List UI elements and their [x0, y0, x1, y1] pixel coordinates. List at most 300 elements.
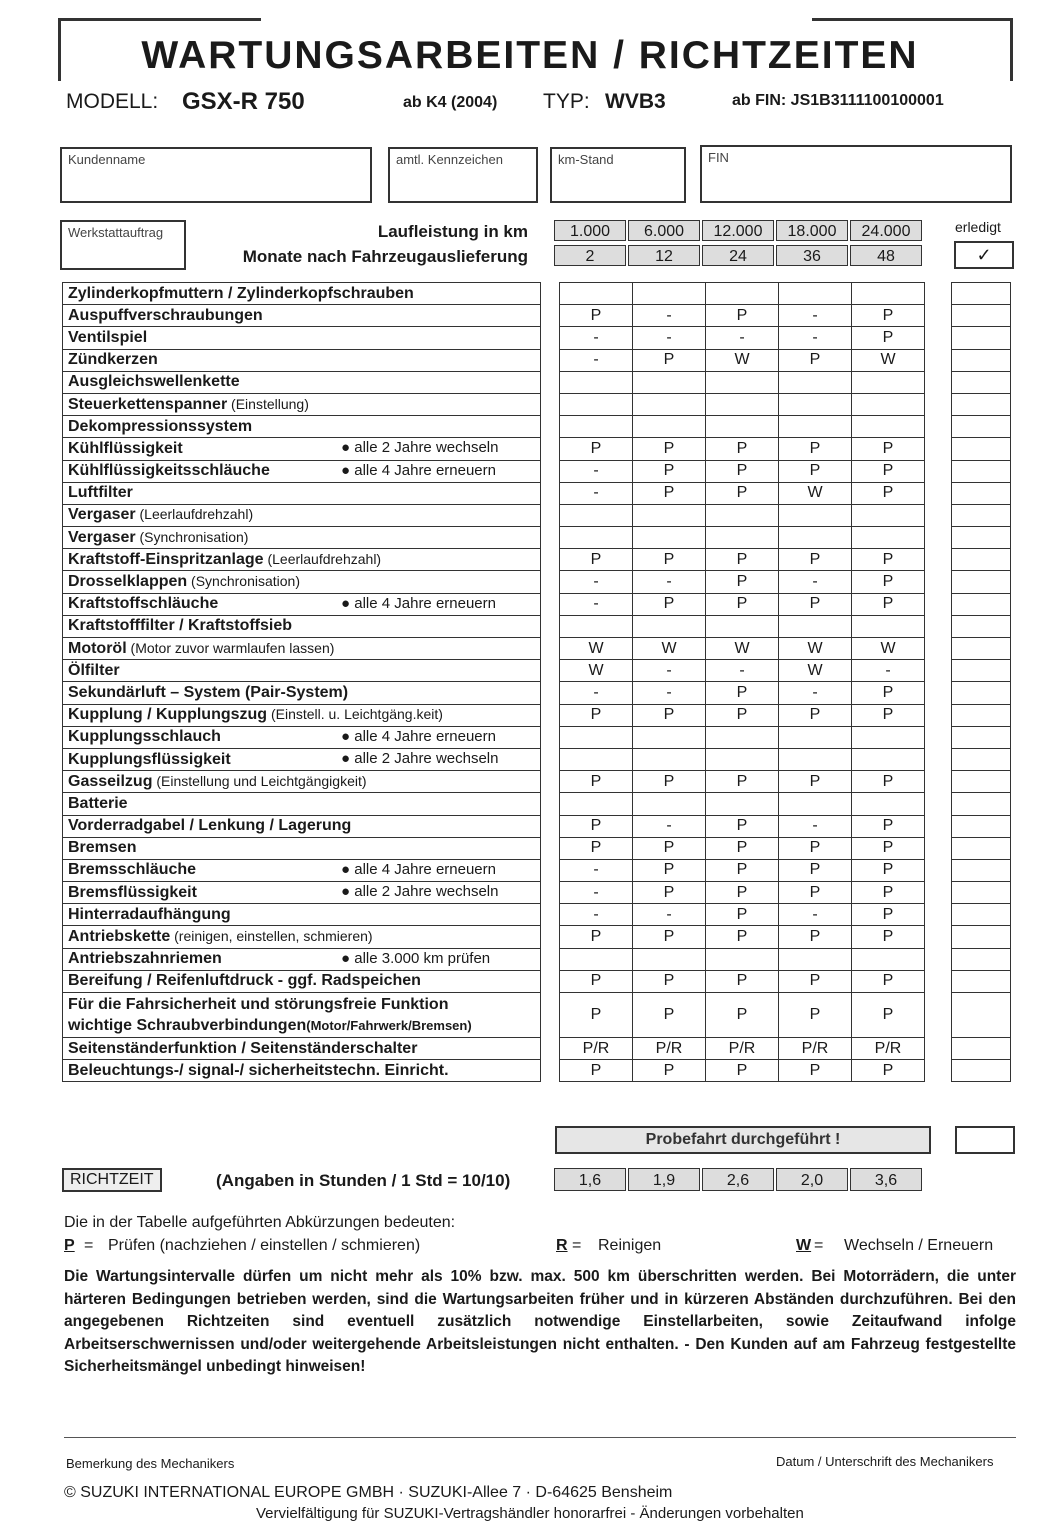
table-row [63, 726, 1011, 748]
interval-cell: P [560, 993, 633, 1038]
km-cell: 1.000 [554, 220, 626, 241]
done-checkbox[interactable] [952, 815, 1011, 837]
interval-cell [852, 793, 925, 815]
gap [541, 904, 560, 926]
richtzeit-row [554, 1168, 924, 1191]
abk-p-key: P [64, 1237, 75, 1254]
maintenance-table [62, 282, 1011, 1082]
abk-w-key: W [796, 1237, 812, 1254]
row-sub: (Motor/Fahrwerk/Bremsen) [306, 1018, 472, 1033]
row-sub: (Einstellung) [227, 395, 309, 412]
gap [925, 748, 952, 770]
gap [925, 349, 952, 371]
interval-cell: P/R [852, 1038, 925, 1060]
gap [925, 638, 952, 660]
done-checkbox[interactable] [952, 349, 1011, 371]
row-label: Bremsschläuche [68, 861, 197, 879]
interval-cell: - [560, 349, 633, 371]
interval-cell [852, 416, 925, 438]
interval-cell: P [852, 593, 925, 615]
done-checkbox[interactable] [952, 549, 1011, 571]
gap [541, 349, 560, 371]
gap [541, 1038, 560, 1060]
interval-cell [633, 527, 706, 549]
interval-cell: P [633, 993, 706, 1038]
interval-cell: P [560, 549, 633, 571]
interval-cell: - [560, 571, 633, 593]
richtzeit-cell: 2,6 [702, 1168, 774, 1191]
gap [541, 593, 560, 615]
signature-line [64, 1437, 1016, 1438]
done-checkbox[interactable] [952, 882, 1011, 904]
gap [925, 726, 952, 748]
done-checkbox[interactable] [952, 1038, 1011, 1060]
row-name [63, 527, 541, 549]
row-label: Kraftstoff-Einspritzanlage [68, 550, 264, 568]
row-label: Kupplungsflüssigkeit [68, 750, 231, 768]
interval-cell: - [560, 682, 633, 704]
row-label: Sekundärluft – System (Pair-System) [68, 683, 349, 701]
interval-cell: P [779, 460, 852, 482]
interval-cell: P [560, 926, 633, 948]
interval-cell: - [633, 571, 706, 593]
done-checkbox[interactable] [952, 793, 1011, 815]
row-name [63, 349, 541, 371]
row-name [63, 571, 541, 593]
gap [541, 482, 560, 504]
done-checkbox[interactable] [952, 371, 1011, 393]
interval-cell: - [779, 904, 852, 926]
gap [541, 993, 560, 1038]
row-note: ● alle 2 Jahre wechseln [341, 439, 499, 457]
interval-cell: P [852, 970, 925, 992]
datum-label: Datum / Unterschrift des Mechanikers [776, 1454, 994, 1469]
interval-cell: - [633, 327, 706, 349]
table-row [63, 682, 1011, 704]
gap [541, 837, 560, 859]
interval-cell: P [852, 815, 925, 837]
interval-cell [779, 504, 852, 526]
done-checkbox[interactable] [952, 660, 1011, 682]
table-row [63, 460, 1011, 482]
info-paragraph: Die Wartungsintervalle dürfen um nicht mehr als 10% bzw. max. 500 km überschritten werden. Bei Motorrädern, die unter härteren Bedingungen betrieben werden, sind die Wartungsarbeiten früher und in kürzeren Abständen durchzuführen. Bei den angegebenen Richtzeiten sind eventuell zusätzlich notwendige Einstellarbeiten, sowie Zeitaufwand infolge Arbeitserschwernissen und/oder weitergehende Arbeitsleistungen nicht enthalten. - Den Kunden auf am Fahrzeug festgestellte Sicherheitsmängel unbedingt hinweisen! [64, 1268, 1016, 1375]
interval-cell: W [852, 638, 925, 660]
interval-cell: P [560, 837, 633, 859]
interval-cell [560, 416, 633, 438]
done-checkbox[interactable] [952, 926, 1011, 948]
interval-cell: - [560, 904, 633, 926]
row-label: Bremsflüssigkeit [68, 883, 197, 901]
gap [925, 327, 952, 349]
done-checkbox[interactable] [952, 993, 1011, 1038]
km-cell: 6.000 [628, 220, 700, 241]
done-checkbox[interactable] [952, 327, 1011, 349]
interval-cell: P [560, 1060, 633, 1082]
done-checkbox[interactable] [952, 504, 1011, 526]
interval-cell: P [706, 460, 779, 482]
table-row [63, 970, 1011, 992]
gap [541, 704, 560, 726]
ab-k4: ab K4 (2004) [403, 94, 498, 111]
interval-cell [633, 371, 706, 393]
row-note: ● alle 4 Jahre erneuern [341, 727, 496, 745]
gap [925, 660, 952, 682]
interval-cell: P [706, 904, 779, 926]
interval-cell: W [852, 349, 925, 371]
table-row [63, 815, 1011, 837]
interval-cell: P [633, 704, 706, 726]
gap [925, 549, 952, 571]
row-name [63, 815, 541, 837]
interval-cell [779, 527, 852, 549]
interval-cell: - [560, 593, 633, 615]
interval-cell: P [560, 438, 633, 460]
done-checkbox[interactable] [952, 482, 1011, 504]
row-name [63, 482, 541, 504]
gap [925, 482, 952, 504]
gap [541, 748, 560, 770]
gap [541, 393, 560, 415]
table-row [63, 748, 1011, 770]
gap [541, 660, 560, 682]
row-name [63, 837, 541, 859]
row-label: Hinterradaufhängung [68, 905, 231, 923]
row-label: Luftfilter [68, 484, 133, 502]
done-checkbox[interactable] [952, 615, 1011, 637]
table-row [63, 527, 1011, 549]
interval-cell [633, 793, 706, 815]
done-checkbox[interactable] [952, 948, 1011, 970]
abk-eq: = [84, 1237, 94, 1254]
gap [925, 1060, 952, 1082]
interval-cell [560, 615, 633, 637]
model-value: GSX-R 750 [182, 88, 305, 115]
interval-cell: P [852, 837, 925, 859]
gap [541, 859, 560, 881]
row-label: Kraftstoffschläuche [68, 595, 219, 613]
table-row [63, 638, 1011, 660]
interval-cell: - [633, 815, 706, 837]
abk-r-text: Reinigen [598, 1237, 662, 1254]
done-checkbox[interactable] [952, 305, 1011, 327]
done-checkbox[interactable] [952, 593, 1011, 615]
interval-cell: P [779, 993, 852, 1038]
interval-cell [706, 504, 779, 526]
row-label: Drosselklappen [68, 573, 188, 591]
interval-cell: - [560, 482, 633, 504]
row-name [63, 504, 541, 526]
row-name [63, 793, 541, 815]
interval-cell: W [706, 349, 779, 371]
row-sub: (Leerlaufdrehzahl) [263, 550, 382, 567]
interval-cell: P [706, 1060, 779, 1082]
done-checkbox[interactable] [952, 393, 1011, 415]
interval-cell: P [706, 926, 779, 948]
gap [925, 504, 952, 526]
gap [925, 970, 952, 992]
row-sub: (reinigen, einstellen, schmieren) [170, 928, 373, 945]
table-row [63, 482, 1011, 504]
interval-cell: P [779, 970, 852, 992]
interval-cell: - [633, 305, 706, 327]
row-name [63, 970, 541, 992]
gap [541, 327, 560, 349]
kmstand-field[interactable]: km-Stand [550, 147, 686, 203]
row-label: Kühlflüssigkeitsschläuche [68, 462, 270, 480]
row-label: Vergaser [68, 528, 136, 546]
gap [925, 305, 952, 327]
done-checkbox[interactable] [952, 748, 1011, 770]
interval-cell: W [560, 638, 633, 660]
row-sub: (Synchronisation) [135, 528, 249, 545]
interval-cell [560, 748, 633, 770]
interval-cell: P [633, 460, 706, 482]
row-note: ● alle 4 Jahre erneuern [341, 594, 496, 612]
probefahrt-label: Probefahrt durchgeführt ! [555, 1126, 931, 1154]
done-checkbox[interactable] [952, 837, 1011, 859]
typ-value: WVB3 [605, 90, 666, 113]
table-row [63, 593, 1011, 615]
interval-cell [706, 393, 779, 415]
interval-cell: P [706, 593, 779, 615]
monate-cell: 12 [628, 245, 700, 266]
row-name [63, 615, 541, 637]
done-checkbox[interactable] [952, 682, 1011, 704]
interval-cell: - [779, 305, 852, 327]
interval-cell: W [560, 660, 633, 682]
interval-cell: P [706, 438, 779, 460]
gap [541, 438, 560, 460]
gap [541, 793, 560, 815]
interval-cell: P [706, 549, 779, 571]
interval-cell [633, 504, 706, 526]
done-checkbox[interactable] [952, 1060, 1011, 1082]
fin-label: ab FIN: JS1B3111100100001 [732, 92, 944, 109]
interval-cell: P [633, 926, 706, 948]
interval-cell [706, 615, 779, 637]
interval-cell: P [852, 771, 925, 793]
gap [925, 904, 952, 926]
typ-label: TYP: [543, 90, 590, 113]
done-checkbox[interactable] [952, 970, 1011, 992]
interval-cell: P [852, 926, 925, 948]
interval-cell: P [779, 926, 852, 948]
row-name [63, 993, 541, 1038]
interval-cell: P [852, 1060, 925, 1082]
werkstatt-field[interactable]: Werkstattauftrag [60, 220, 186, 270]
gap [925, 993, 952, 1038]
interval-cell: P [852, 305, 925, 327]
abk-eq: = [814, 1237, 824, 1254]
row-label: Ausgleichswellenkette [68, 373, 240, 391]
row-name [63, 393, 541, 415]
row-name [63, 438, 541, 460]
interval-cell: - [560, 859, 633, 881]
interval-cell [852, 527, 925, 549]
gap [541, 527, 560, 549]
row-label: Ölfilter [68, 661, 120, 679]
table-row [63, 438, 1011, 460]
interval-cell [852, 371, 925, 393]
abk-eq: = [572, 1237, 582, 1254]
interval-cell: P/R [560, 1038, 633, 1060]
interval-cell [560, 793, 633, 815]
erledigt-checkbox[interactable]: ✓ [954, 241, 1014, 269]
interval-cell: P [779, 859, 852, 881]
interval-cell: - [633, 904, 706, 926]
richtzeit-cell: 1,6 [554, 1168, 626, 1191]
done-checkbox[interactable] [952, 527, 1011, 549]
row-name [63, 1038, 541, 1060]
gap [541, 926, 560, 948]
interval-cell: - [779, 571, 852, 593]
table-row [63, 948, 1011, 970]
row-label: Dekompressionssystem [68, 417, 253, 435]
done-checkbox[interactable] [952, 571, 1011, 593]
done-checkbox[interactable] [952, 859, 1011, 881]
erledigt-label: erledigt [955, 219, 1001, 235]
interval-cell [852, 615, 925, 637]
row-label: Zylinderkopfmuttern / Zylinderkopfschrauben [68, 284, 414, 302]
row-note: ● alle 2 Jahre wechseln [341, 883, 499, 901]
interval-cell: - [779, 815, 852, 837]
row-note: ● alle 4 Jahre erneuern [341, 461, 496, 479]
richtzeit-cell: 1,9 [628, 1168, 700, 1191]
interval-cell [560, 371, 633, 393]
interval-cell: P [852, 859, 925, 881]
table-row [63, 704, 1011, 726]
monate-cell: 2 [554, 245, 626, 266]
interval-cell: P [633, 1060, 706, 1082]
interval-cell [852, 726, 925, 748]
row-name [63, 460, 541, 482]
done-checkbox[interactable] [952, 438, 1011, 460]
interval-cell: P [706, 859, 779, 881]
done-checkbox[interactable] [952, 771, 1011, 793]
interval-cell: P [852, 482, 925, 504]
kundenname-field[interactable]: Kundenname [60, 147, 372, 203]
interval-cell: - [633, 682, 706, 704]
fin-field[interactable]: FIN [700, 145, 1012, 203]
interval-cell: - [852, 660, 925, 682]
gap [541, 305, 560, 327]
interval-cell: P [706, 882, 779, 904]
interval-cell [779, 416, 852, 438]
gap [541, 571, 560, 593]
done-checkbox[interactable] [952, 638, 1011, 660]
interval-cell: P [779, 882, 852, 904]
interval-cell: W [706, 638, 779, 660]
interval-cell: P [706, 482, 779, 504]
gap [541, 549, 560, 571]
probefahrt-checkbox[interactable] [955, 1126, 1015, 1154]
done-checkbox[interactable] [952, 726, 1011, 748]
interval-cell [706, 748, 779, 770]
row-name [63, 638, 541, 660]
kennzeichen-field[interactable]: amtl. Kennzeichen [388, 147, 538, 203]
done-checkbox[interactable] [952, 704, 1011, 726]
interval-cell [560, 393, 633, 415]
interval-cell: P [852, 993, 925, 1038]
interval-cell: P [706, 837, 779, 859]
interval-cell: P [852, 682, 925, 704]
table-row [63, 416, 1011, 438]
richtzeit-label: RICHTZEIT [62, 1168, 162, 1192]
table-row [63, 327, 1011, 349]
interval-cell: P [633, 438, 706, 460]
interval-cell [779, 748, 852, 770]
interval-cell: P [633, 859, 706, 881]
done-checkbox[interactable] [952, 416, 1011, 438]
row-label: Beleuchtungs-/ signal-/ sicherheitstechn. Einricht. [68, 1061, 449, 1079]
interval-cell: P/R [779, 1038, 852, 1060]
gap [925, 926, 952, 948]
gap [541, 970, 560, 992]
interval-cell [852, 393, 925, 415]
interval-cell [706, 726, 779, 748]
row-note: ● alle 3.000 km prüfen [341, 949, 491, 967]
gap [541, 682, 560, 704]
interval-cell: - [779, 682, 852, 704]
table-row [63, 571, 1011, 593]
row-name [63, 283, 541, 305]
row-name [63, 593, 541, 615]
row-sub: (Leerlaufdrehzahl) [135, 506, 254, 523]
interval-cell: - [779, 327, 852, 349]
bemerkung-label: Bemerkung des Mechanikers [66, 1456, 235, 1471]
interval-cell [706, 527, 779, 549]
done-checkbox[interactable] [952, 460, 1011, 482]
interval-cell: P [706, 682, 779, 704]
row-name [63, 904, 541, 926]
done-checkbox[interactable] [952, 283, 1011, 305]
table-row [63, 349, 1011, 371]
gap [541, 615, 560, 637]
row-label: wichtige Schraubverbindungen [68, 1017, 307, 1034]
row-label: Vergaser [68, 506, 136, 524]
interval-cell: P [779, 837, 852, 859]
interval-cell: W [779, 482, 852, 504]
interval-cell: P [706, 704, 779, 726]
interval-cell [779, 793, 852, 815]
interval-cell: P [706, 771, 779, 793]
abk-p-text: Prüfen (nachziehen / einstellen / schmieren) [108, 1237, 421, 1254]
gap [925, 283, 952, 305]
gap [541, 815, 560, 837]
monate-cell: 48 [850, 245, 922, 266]
interval-cell: P [633, 349, 706, 371]
interval-cell [852, 948, 925, 970]
table-row [63, 859, 1011, 881]
interval-cell [852, 504, 925, 526]
row-name [63, 726, 541, 748]
gap [541, 771, 560, 793]
gap [925, 371, 952, 393]
done-checkbox[interactable] [952, 904, 1011, 926]
abk-intro: Die in der Tabelle aufgeführten Abkürzungen bedeuten: [64, 1214, 456, 1231]
interval-cell: P [633, 837, 706, 859]
table-row [63, 615, 1011, 637]
table-row [63, 904, 1011, 926]
interval-cell: P [779, 704, 852, 726]
gap [925, 593, 952, 615]
row-name [63, 882, 541, 904]
interval-cell: - [560, 460, 633, 482]
gap [925, 438, 952, 460]
interval-cell: P [633, 970, 706, 992]
footer-note: Vervielfältigung für SUZUKI-Vertragshändler honorarfrei - Änderungen vorbehalten [256, 1505, 804, 1522]
gap [541, 371, 560, 393]
